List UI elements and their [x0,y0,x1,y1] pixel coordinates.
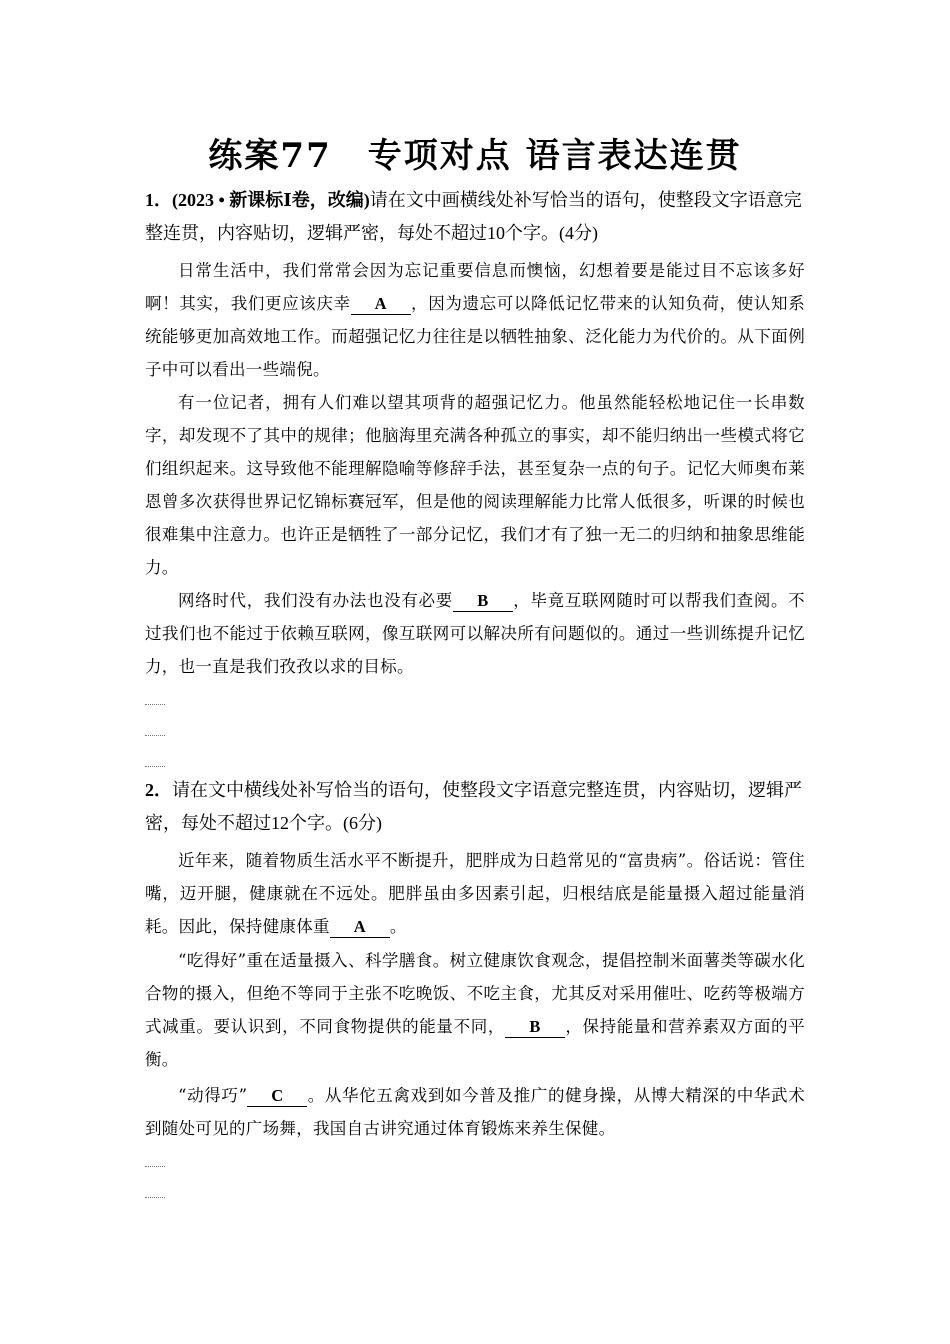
question-1-prompt [145,184,805,250]
blank-a[interactable]: A [351,294,411,315]
question-1-instruction: 请在文中画横线处补写恰当的语句，使整段文字语意完整连贯，内容贴切，逻辑严密，每处不超过10个字。(4分) [145,190,802,243]
answer-line[interactable] [145,704,165,705]
question-1-number: 1． [145,190,172,210]
blank-c[interactable]: C [247,1086,307,1107]
question-2-prompt [145,774,805,840]
page-title: 练案77 专项对点 语言表达连贯 [208,136,742,176]
question-1-paragraph-1: 日常生活中，我们常常会因为忘记重要信息而懊恼，幻想着要是能过目不忘该多好啊！其实，我们更应该庆幸 A ，因为遗忘可以降低记忆带来的认知负荷，使认知系统能够更加高效地工作。而超强记忆力往往是以牺牲抽象、泛化能力为代价的。从下面例子中可以看出一些端倪。 [145,261,805,379]
question-2-paragraph-2: “吃得好”重在适量摄入、科学膳食。树立健康饮食观念，提倡控制米面薯类等碳水化合物的摄入，但绝不等同于主张不吃晚饭、不吃主食，尤其反对采用催吐、吃药等极端方式减重。要认识到，不同食物提供的能量不同， B ，保持能量和营养素双方面的平衡。 [145,951,805,1069]
answer-line[interactable] [145,1197,165,1198]
question-2-number: 2． [145,780,172,800]
answer-line[interactable] [145,735,165,736]
question-2-instruction: 请在文中横线处补写恰当的语句，使整段文字语意完整连贯，内容贴切，逻辑严密，每处不超过12个字。(6分) [145,780,802,833]
answer-line[interactable] [145,1166,165,1167]
blank-a[interactable]: A [330,917,390,938]
answer-line[interactable] [145,766,165,767]
question-2-paragraph-1: 近年来，随着物质生活水平不断提升，肥胖成为日趋常见的“富贵病”。俗话说：管住嘴，迈开腿，健康就在不远处。肥胖虽由多因素引起，归根结底是能量摄入超过能量消耗。因此，保持健康体重 A 。 [145,851,805,936]
question-1-source: (2023 • 新课标Ⅰ卷，改编) [172,190,370,210]
question-2-paragraph-3: “动得巧” C 。从华佗五禽戏到如今普及推广的健身操，从博大精深的中华武术到随处可见的广场舞，我国自古讲究通过体育锻炼来养生保健。 [145,1086,806,1138]
blank-b[interactable]: B [505,1017,565,1038]
blank-b[interactable]: B [453,591,513,612]
question-1-paragraph-3: 网络时代，我们没有办法也没有必要 B ，毕竟互联网随时可以帮我们查阅。不过我们也不能过于依赖互联网，像互联网可以解决所有问题似的。通过一些训练提升记忆力，也一直是我们孜孜以求的目标。 [145,591,805,676]
question-1-paragraph-2: 有一位记者，拥有人们难以望其项背的超强记忆力。他虽然能轻松地记住一长串数字，却发现不了其中的规律；他脑海里充满各种孤立的事实，却不能归纳出一些模式将它们组织起来。这导致他不能理解隐喻等修辞手法，甚至复杂一点的句子。记忆大师奥布莱恩曾多次获得世界记忆锦标赛冠军，但是他的阅读理解能力比常人低很多，听课的时候也很难集中注意力。也许正是牺牲了一部分记忆，我们才有了独一无二的归纳和抽象思维能力。 [145,393,805,577]
